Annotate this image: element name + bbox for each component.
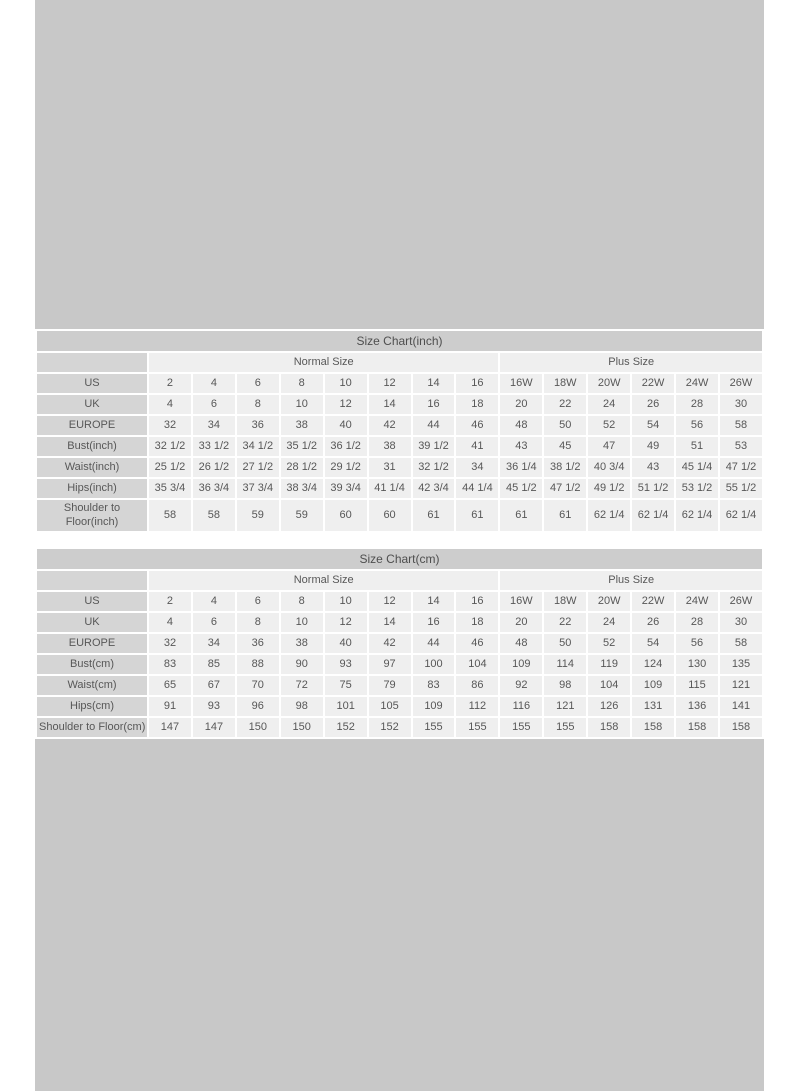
size-cell: 36 3/4: [193, 479, 235, 498]
size-cell: 20W: [588, 592, 630, 611]
product-image-canvas: [35, 0, 764, 1091]
row-label: Shoulder to Floor(inch): [37, 500, 147, 531]
row-label: Waist(cm): [37, 676, 147, 695]
size-cell: 36: [237, 416, 279, 435]
size-cell: 45 1/2: [500, 479, 542, 498]
size-cell: 58: [720, 634, 762, 653]
size-cell: 39 3/4: [325, 479, 367, 498]
size-cell: 24W: [676, 592, 718, 611]
size-cell: 4: [149, 395, 191, 414]
size-cell: 67: [193, 676, 235, 695]
size-cell: 30: [720, 613, 762, 632]
size-cell: 26 1/2: [193, 458, 235, 477]
row-label: Hips(cm): [37, 697, 147, 716]
size-chart-cm-table: [35, 547, 764, 739]
size-cell: 48: [500, 416, 542, 435]
size-cell: 51 1/2: [632, 479, 674, 498]
size-cell: 10: [325, 374, 367, 393]
size-cell: 8: [281, 374, 323, 393]
size-cell: 109: [632, 676, 674, 695]
size-cell: 52: [588, 416, 630, 435]
size-cell: 31: [369, 458, 411, 477]
size-cell: 38 3/4: [281, 479, 323, 498]
size-cell: 37 3/4: [237, 479, 279, 498]
size-cell: 26W: [720, 592, 762, 611]
size-cell: 44 1/4: [456, 479, 498, 498]
table-row: [37, 718, 762, 737]
size-cell: 38: [281, 634, 323, 653]
size-cell: 59: [237, 500, 279, 531]
size-cell: 72: [281, 676, 323, 695]
size-cell: 105: [369, 697, 411, 716]
size-cell: 32 1/2: [149, 437, 191, 456]
size-cell: 83: [413, 676, 455, 695]
size-cell: 62 1/4: [632, 500, 674, 531]
size-cell: 131: [632, 697, 674, 716]
size-cell: 14: [413, 374, 455, 393]
size-cell: 126: [588, 697, 630, 716]
size-cell: 36: [237, 634, 279, 653]
size-cell: 158: [632, 718, 674, 737]
size-cell: 8: [281, 592, 323, 611]
size-cell: 28: [676, 395, 718, 414]
size-cell: 8: [237, 613, 279, 632]
size-cell: 4: [193, 374, 235, 393]
size-cell: 104: [456, 655, 498, 674]
size-cell: 100: [413, 655, 455, 674]
size-cell: 30: [720, 395, 762, 414]
table-row: [37, 479, 762, 498]
size-cell: 20W: [588, 374, 630, 393]
size-cell: 32 1/2: [413, 458, 455, 477]
size-cell: 36 1/4: [500, 458, 542, 477]
size-charts-block: [35, 329, 764, 739]
size-cell: 6: [237, 374, 279, 393]
size-cell: 150: [237, 718, 279, 737]
size-cell: 47 1/2: [720, 458, 762, 477]
size-cell: 24: [588, 395, 630, 414]
size-cell: 4: [149, 613, 191, 632]
row-label: Waist(inch): [37, 458, 147, 477]
row-label: Hips(inch): [37, 479, 147, 498]
size-cell: 12: [325, 613, 367, 632]
size-cell: 53 1/2: [676, 479, 718, 498]
size-cell: 60: [369, 500, 411, 531]
size-cell: 18W: [544, 374, 586, 393]
row-label: EUROPE: [37, 416, 147, 435]
corner-cell: [37, 571, 147, 590]
table-row: [37, 676, 762, 695]
size-cell: 16W: [500, 592, 542, 611]
size-cell: 150: [281, 718, 323, 737]
size-cell: 14: [413, 592, 455, 611]
size-cell: 40: [325, 416, 367, 435]
row-label: EUROPE: [37, 634, 147, 653]
size-cell: 61: [500, 500, 542, 531]
size-cell: 101: [325, 697, 367, 716]
size-cell: 26: [632, 613, 674, 632]
size-cell: 56: [676, 634, 718, 653]
size-cell: 147: [149, 718, 191, 737]
group-header-normal: Normal Size: [149, 353, 498, 372]
table-row: [37, 374, 762, 393]
size-cell: 51: [676, 437, 718, 456]
size-cell: 119: [588, 655, 630, 674]
table-row: [37, 634, 762, 653]
size-cell: 28: [676, 613, 718, 632]
table-gap: [35, 533, 764, 547]
size-cell: 91: [149, 697, 191, 716]
size-cell: 85: [193, 655, 235, 674]
size-cell: 14: [369, 613, 411, 632]
size-cell: 46: [456, 634, 498, 653]
size-cell: 58: [720, 416, 762, 435]
size-cell: 62 1/4: [720, 500, 762, 531]
size-cell: 83: [149, 655, 191, 674]
size-cell: 16: [456, 374, 498, 393]
size-cell: 44: [413, 416, 455, 435]
size-cell: 40 3/4: [588, 458, 630, 477]
size-cell: 46: [456, 416, 498, 435]
table-row: [37, 592, 762, 611]
size-cell: 50: [544, 416, 586, 435]
row-label: US: [37, 374, 147, 393]
size-cell: 29 1/2: [325, 458, 367, 477]
size-cell: 96: [237, 697, 279, 716]
size-cell: 48: [500, 634, 542, 653]
size-cell: 86: [456, 676, 498, 695]
size-cell: 36 1/2: [325, 437, 367, 456]
size-cell: 75: [325, 676, 367, 695]
size-cell: 43: [632, 458, 674, 477]
size-cell: 22: [544, 395, 586, 414]
size-cell: 45 1/4: [676, 458, 718, 477]
size-cell: 8: [237, 395, 279, 414]
size-cell: 22: [544, 613, 586, 632]
size-cell: 70: [237, 676, 279, 695]
table-row: [37, 437, 762, 456]
size-cell: 42: [369, 634, 411, 653]
size-cell: 56: [676, 416, 718, 435]
size-cell: 65: [149, 676, 191, 695]
size-cell: 34: [456, 458, 498, 477]
row-label: Shoulder to Floor(cm): [37, 718, 147, 737]
size-cell: 41 1/4: [369, 479, 411, 498]
size-cell: 136: [676, 697, 718, 716]
size-cell: 27 1/2: [237, 458, 279, 477]
size-cell: 20: [500, 395, 542, 414]
size-cell: 54: [632, 634, 674, 653]
size-cell: 25 1/2: [149, 458, 191, 477]
size-cell: 49 1/2: [588, 479, 630, 498]
size-cell: 121: [720, 676, 762, 695]
size-cell: 12: [369, 592, 411, 611]
size-cell: 155: [500, 718, 542, 737]
size-cell: 152: [369, 718, 411, 737]
size-cell: 147: [193, 718, 235, 737]
size-cell: 130: [676, 655, 718, 674]
size-cell: 97: [369, 655, 411, 674]
size-cell: 41: [456, 437, 498, 456]
size-cell: 12: [369, 374, 411, 393]
size-cell: 61: [456, 500, 498, 531]
size-cell: 16: [413, 395, 455, 414]
size-cell: 62 1/4: [676, 500, 718, 531]
size-cell: 61: [544, 500, 586, 531]
size-cell: 45: [544, 437, 586, 456]
size-cell: 93: [325, 655, 367, 674]
size-cell: 60: [325, 500, 367, 531]
size-cell: 158: [588, 718, 630, 737]
size-cell: 116: [500, 697, 542, 716]
size-cell: 155: [544, 718, 586, 737]
size-cell: 35 3/4: [149, 479, 191, 498]
size-cell: 28 1/2: [281, 458, 323, 477]
size-cell: 92: [500, 676, 542, 695]
size-cell: 22W: [632, 374, 674, 393]
size-cell: 26: [632, 395, 674, 414]
size-cell: 35 1/2: [281, 437, 323, 456]
size-cell: 93: [193, 697, 235, 716]
row-label: UK: [37, 613, 147, 632]
size-cell: 34: [193, 416, 235, 435]
size-cell: 62 1/4: [588, 500, 630, 531]
size-cell: 16: [456, 592, 498, 611]
table-row: [37, 500, 762, 531]
size-cell: 49: [632, 437, 674, 456]
table-row: [37, 613, 762, 632]
table-row: [37, 697, 762, 716]
size-cell: 52: [588, 634, 630, 653]
size-cell: 24: [588, 613, 630, 632]
size-cell: 135: [720, 655, 762, 674]
size-cell: 152: [325, 718, 367, 737]
table-row: [37, 416, 762, 435]
size-cell: 42: [369, 416, 411, 435]
size-cell: 38: [369, 437, 411, 456]
table-title-row: [37, 331, 762, 351]
size-cell: 40: [325, 634, 367, 653]
size-cell: 38 1/2: [544, 458, 586, 477]
size-cell: 18: [456, 395, 498, 414]
size-cell: 59: [281, 500, 323, 531]
size-cell: 6: [193, 395, 235, 414]
table-title: Size Chart(inch): [37, 331, 762, 351]
size-cell: 98: [281, 697, 323, 716]
group-header-plus: Plus Size: [500, 353, 762, 372]
size-cell: 34 1/2: [237, 437, 279, 456]
size-cell: 10: [325, 592, 367, 611]
size-cell: 10: [281, 613, 323, 632]
size-cell: 4: [193, 592, 235, 611]
size-cell: 22W: [632, 592, 674, 611]
size-cell: 38: [281, 416, 323, 435]
size-cell: 24W: [676, 374, 718, 393]
size-cell: 124: [632, 655, 674, 674]
table-row: [37, 395, 762, 414]
size-cell: 34: [193, 634, 235, 653]
table-row: [37, 458, 762, 477]
size-cell: 47: [588, 437, 630, 456]
size-chart-inch-table: [35, 329, 764, 533]
size-cell: 26W: [720, 374, 762, 393]
size-cell: 61: [413, 500, 455, 531]
size-cell: 50: [544, 634, 586, 653]
size-cell: 6: [237, 592, 279, 611]
size-cell: 16: [413, 613, 455, 632]
size-cell: 158: [676, 718, 718, 737]
size-cell: 53: [720, 437, 762, 456]
group-header-normal: Normal Size: [149, 571, 498, 590]
size-cell: 121: [544, 697, 586, 716]
size-cell: 39 1/2: [413, 437, 455, 456]
size-cell: 20: [500, 613, 542, 632]
size-cell: 12: [325, 395, 367, 414]
size-cell: 32: [149, 634, 191, 653]
size-cell: 33 1/2: [193, 437, 235, 456]
size-cell: 18W: [544, 592, 586, 611]
size-cell: 10: [281, 395, 323, 414]
size-cell: 141: [720, 697, 762, 716]
size-cell: 155: [413, 718, 455, 737]
row-label: Bust(cm): [37, 655, 147, 674]
size-cell: 55 1/2: [720, 479, 762, 498]
size-chart-cm: [35, 547, 764, 739]
table-title: Size Chart(cm): [37, 549, 762, 569]
row-label: UK: [37, 395, 147, 414]
row-label: US: [37, 592, 147, 611]
row-label: Bust(inch): [37, 437, 147, 456]
size-cell: 112: [456, 697, 498, 716]
size-cell: 155: [456, 718, 498, 737]
size-cell: 14: [369, 395, 411, 414]
size-cell: 88: [237, 655, 279, 674]
size-cell: 90: [281, 655, 323, 674]
size-cell: 158: [720, 718, 762, 737]
size-cell: 58: [149, 500, 191, 531]
size-cell: 43: [500, 437, 542, 456]
size-cell: 18: [456, 613, 498, 632]
size-cell: 104: [588, 676, 630, 695]
size-cell: 114: [544, 655, 586, 674]
size-cell: 109: [413, 697, 455, 716]
size-cell: 2: [149, 374, 191, 393]
size-chart-inch: [35, 329, 764, 533]
group-header-row: [37, 353, 762, 372]
size-cell: 6: [193, 613, 235, 632]
size-cell: 47 1/2: [544, 479, 586, 498]
size-cell: 54: [632, 416, 674, 435]
size-cell: 98: [544, 676, 586, 695]
group-header-row: [37, 571, 762, 590]
size-cell: 79: [369, 676, 411, 695]
group-header-plus: Plus Size: [500, 571, 762, 590]
size-cell: 58: [193, 500, 235, 531]
size-cell: 115: [676, 676, 718, 695]
corner-cell: [37, 353, 147, 372]
size-cell: 2: [149, 592, 191, 611]
size-cell: 32: [149, 416, 191, 435]
size-cell: 16W: [500, 374, 542, 393]
size-cell: 109: [500, 655, 542, 674]
table-row: [37, 655, 762, 674]
size-cell: 42 3/4: [413, 479, 455, 498]
size-cell: 44: [413, 634, 455, 653]
table-title-row: [37, 549, 762, 569]
